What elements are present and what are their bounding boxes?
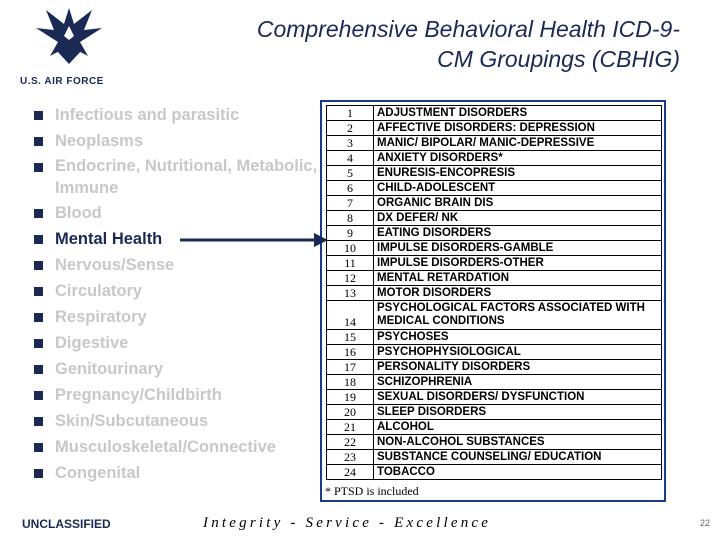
code-number: 24 [327, 465, 374, 480]
footer-motto: Integrity - Service - Excellence [203, 515, 492, 531]
table-row [327, 301, 662, 330]
bullet-square-icon [34, 209, 43, 218]
list-item: Genitourinary [34, 357, 334, 381]
page-number: 22 [699, 518, 710, 528]
table-row [327, 465, 662, 480]
list-item: Musculoskeletal/Connective [34, 435, 334, 459]
table-row [327, 390, 662, 405]
table-row [327, 241, 662, 256]
bullet-square-icon [34, 339, 43, 348]
list-item: Respiratory [34, 305, 334, 329]
table-row [327, 196, 662, 211]
bullet-square-icon [34, 235, 43, 244]
table-row [327, 450, 662, 465]
table-row [327, 271, 662, 286]
code-name: PSYCHOSES [374, 330, 662, 345]
cbhig-codes-table [326, 105, 662, 480]
code-name: ALCOHOL [374, 420, 662, 435]
code-number: 14 [327, 301, 374, 330]
list-item: Endocrine, Nutritional, Metabolic, Immune [34, 155, 334, 199]
code-name: PSYCHOPHYSIOLOGICAL [374, 345, 662, 360]
slide-title [150, 14, 680, 74]
list-item: Congenital [34, 461, 334, 485]
code-name: PSYCHOLOGICAL FACTORS ASSOCIATED WITH MEDICAL CONDITIONS [374, 301, 662, 330]
bullet-square-icon [34, 261, 43, 270]
list-item-mental-health: Mental Health [34, 227, 334, 251]
table-row [327, 256, 662, 271]
code-name: IMPULSE DISORDERS-OTHER [374, 256, 662, 271]
table-row [327, 181, 662, 196]
code-name: SEXUAL DISORDERS/ DYSFUNCTION [374, 390, 662, 405]
air-force-wings-icon [34, 6, 104, 66]
air-force-logo [14, 6, 124, 88]
code-name: ENURESIS-ENCOPRESIS [374, 166, 662, 181]
list-item: Pregnancy/Childbirth [34, 383, 334, 407]
bullet-square-icon [34, 313, 43, 322]
code-name: IMPULSE DISORDERS-GAMBLE [374, 241, 662, 256]
code-name: EATING DISORDERS [374, 226, 662, 241]
code-number: 13 [327, 286, 374, 301]
list-item: Skin/Subcutaneous [34, 409, 334, 433]
code-name: NON-ALCOHOL SUBSTANCES [374, 435, 662, 450]
table-row [327, 151, 662, 166]
bullet-square-icon [34, 287, 43, 296]
code-number: 17 [327, 360, 374, 375]
bullet-square-icon [34, 469, 43, 478]
list-item: Circulatory [34, 279, 334, 303]
bullet-square-icon [34, 163, 43, 172]
table-row [327, 405, 662, 420]
arrow-right-icon [180, 230, 330, 250]
cbhig-codes-box [320, 100, 666, 502]
code-number: 20 [327, 405, 374, 420]
bullet-square-icon [34, 391, 43, 400]
code-name: SUBSTANCE COUNSELING/ EDUCATION [374, 450, 662, 465]
bullet-square-icon [34, 443, 43, 452]
code-number: 19 [327, 390, 374, 405]
code-name: DX DEFER/ NK [374, 211, 662, 226]
code-name: SLEEP DISORDERS [374, 405, 662, 420]
code-number: 16 [327, 345, 374, 360]
bullet-square-icon [34, 417, 43, 426]
table-row [327, 330, 662, 345]
table-row [327, 226, 662, 241]
table-row [327, 136, 662, 151]
list-item: Digestive [34, 331, 334, 355]
code-name: ADJUSTMENT DISORDERS [374, 106, 662, 121]
table-row [327, 106, 662, 121]
code-number: 15 [327, 330, 374, 345]
code-number: 3 [327, 136, 374, 151]
code-number: 10 [327, 241, 374, 256]
code-number: 6 [327, 181, 374, 196]
code-name: MENTAL RETARDATION [374, 271, 662, 286]
code-name: MOTOR DISORDERS [374, 286, 662, 301]
code-name: ANXIETY DISORDERS* [374, 151, 662, 166]
code-number: 18 [327, 375, 374, 390]
code-number: 12 [327, 271, 374, 286]
table-row [327, 166, 662, 181]
table-row [327, 345, 662, 360]
table-row [327, 375, 662, 390]
table-row [327, 121, 662, 136]
code-number: 5 [327, 166, 374, 181]
code-number: 9 [327, 226, 374, 241]
code-name: SCHIZOPHRENIA [374, 375, 662, 390]
code-number: 2 [327, 121, 374, 136]
category-list [34, 103, 334, 487]
list-item: Infectious and parasitic [34, 103, 334, 127]
code-number: 7 [327, 196, 374, 211]
code-name: MANIC/ BIPOLAR/ MANIC-DEPRESSIVE [374, 136, 662, 151]
list-item: Neoplasms [34, 129, 334, 153]
code-name: TOBACCO [374, 465, 662, 480]
code-number: 8 [327, 211, 374, 226]
code-number: 4 [327, 151, 374, 166]
logo-text: U.S. AIR FORCE [20, 76, 104, 87]
table-row [327, 211, 662, 226]
table-row [327, 420, 662, 435]
classification-label: UNCLASSIFIED [22, 517, 111, 531]
code-name: CHILD-ADOLESCENT [374, 181, 662, 196]
code-number: 23 [327, 450, 374, 465]
code-number: 11 [327, 256, 374, 271]
list-item: Nervous/Sense [34, 253, 334, 277]
bullet-square-icon [34, 365, 43, 374]
code-number: 22 [327, 435, 374, 450]
code-number: 21 [327, 420, 374, 435]
table-row [327, 435, 662, 450]
code-name: PERSONALITY DISORDERS [374, 360, 662, 375]
ptsd-footnote: * PTSD is included [325, 484, 419, 498]
bullet-square-icon [34, 111, 43, 120]
table-row [327, 286, 662, 301]
code-name: ORGANIC BRAIN DIS [374, 196, 662, 211]
title-line-2: CM Groupings (CBHIG) [437, 46, 680, 72]
bullet-square-icon [34, 137, 43, 146]
list-item: Blood [34, 201, 334, 225]
table-row [327, 360, 662, 375]
code-name: AFFECTIVE DISORDERS: DEPRESSION [374, 121, 662, 136]
title-line-1: Comprehensive Behavioral Health ICD-9- [256, 16, 680, 42]
code-number: 1 [327, 106, 374, 121]
